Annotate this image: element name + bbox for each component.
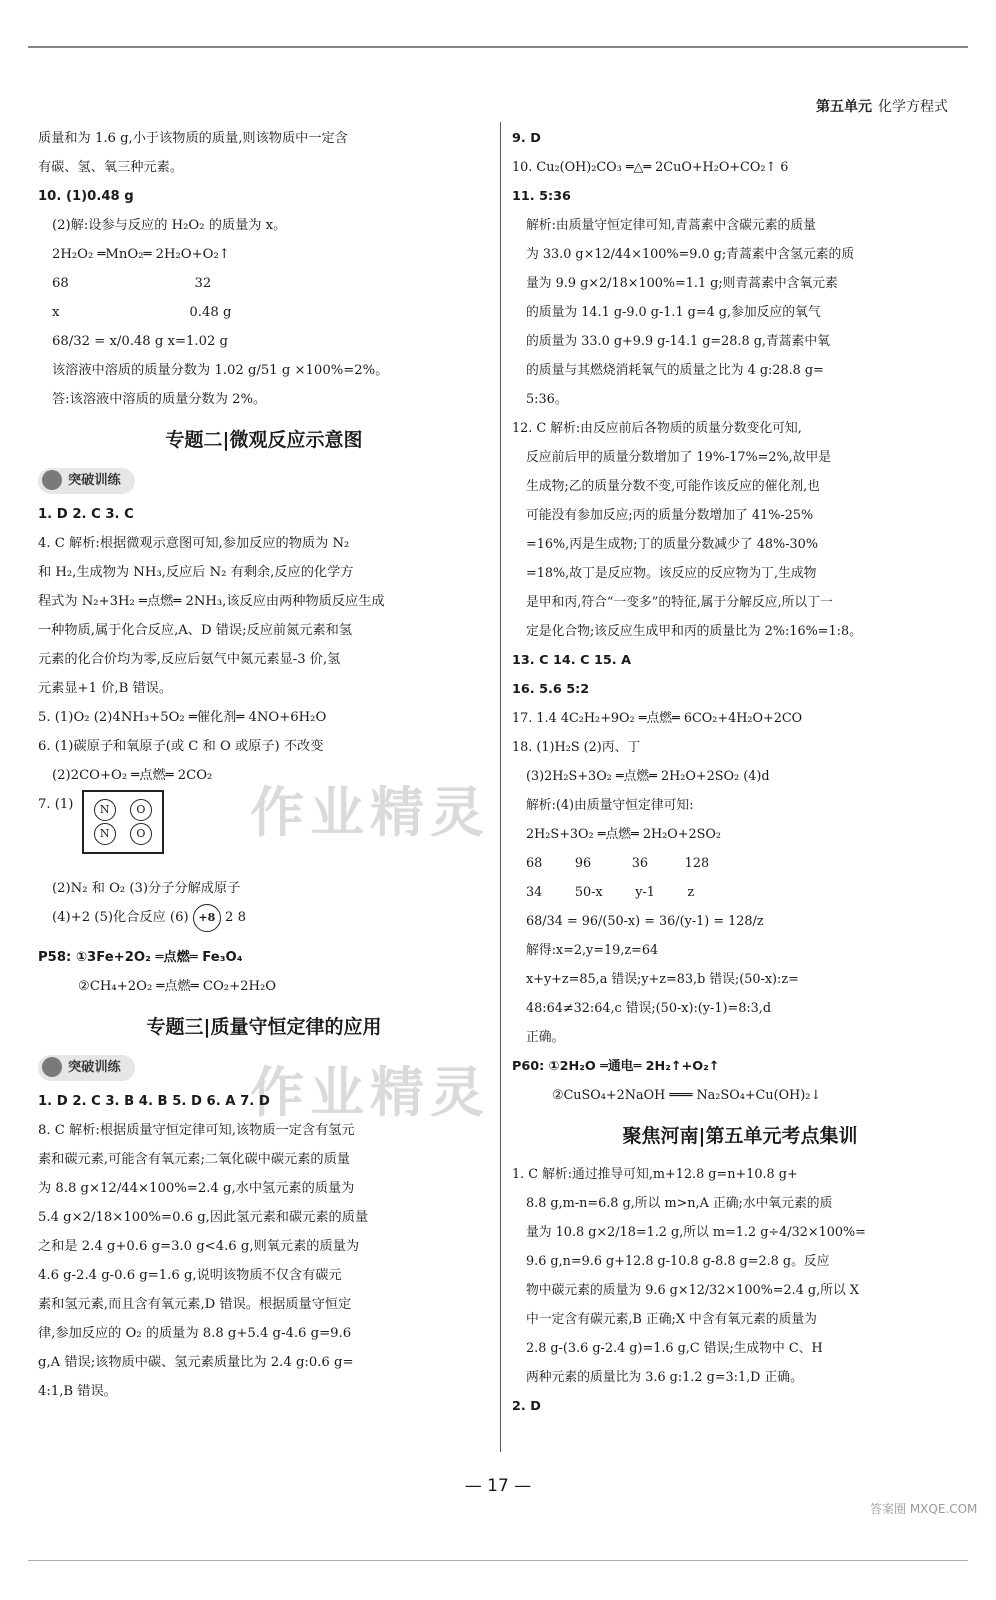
text-line: x 0.48 g — [52, 305, 232, 320]
header-rule — [28, 46, 968, 48]
text-line: 2.8 g-(3.6 g-2.4 g)=1.6 g,C 错误;生成物中 C、H — [526, 1341, 823, 1356]
atom-circle: N — [94, 799, 116, 821]
section-title-2: 专题二|微观反应示意图 — [165, 429, 363, 451]
p58-line: P58: ①3Fe+2O₂ ═点燃═ Fe₃O₄ — [38, 950, 243, 965]
atom-circle: N — [94, 823, 116, 845]
electron-shells: 2 8 — [225, 910, 247, 925]
unit-label: 第五单元 — [816, 99, 872, 115]
ratio-line: 68/32 = x/0.48 g x=1.02 g — [52, 334, 228, 349]
badge-label: 突破训练 — [68, 473, 121, 488]
text-line: 反应前后甲的质量分数增加了 19%-17%=2%,故甲是 — [526, 450, 832, 465]
text-line: 量为 9.9 g×2/18×100%=1.1 g;则青蒿素中含氧元素 — [526, 276, 838, 291]
text-line: 程式为 N₂+3H₂ ═点燃═ 2NH₃,该反应由两种物质反应生成 — [38, 594, 385, 609]
text-line: 两种元素的质量比为 3.6 g:1.2 g=3:1,D 正确。 — [526, 1370, 803, 1385]
text-line: 律,参加反应的 O₂ 的质量为 8.8 g+5.4 g-4.6 g=9.6 — [38, 1326, 352, 1341]
badge-icon — [42, 470, 62, 490]
section-title-henan: 聚焦河南|第五单元考点集训 — [622, 1125, 858, 1147]
text-line — [38, 903, 490, 943]
text-line: ②CuSO₄+2NaOH ═══ Na₂SO₄+Cu(OH)₂↓ — [552, 1088, 822, 1103]
text-line: 为 8.8 g×12/44×100%=2.4 g,水中氢元素的质量为 — [38, 1181, 355, 1196]
molecule-diagram — [82, 790, 164, 854]
footer-rule — [28, 1560, 968, 1561]
text-line: 18. (1)H₂S (2)丙、丁 — [512, 740, 641, 755]
text-line: 元素的化合价均为零,反应后氨气中氮元素显-3 价,氢 — [38, 652, 341, 667]
text-line: 素和碳元素,可能含有氧元素;二氧化碳中碳元素的质量 — [38, 1152, 350, 1167]
text-line: ②CH₄+2O₂ ═点燃═ CO₂+2H₂O — [78, 979, 277, 994]
text-line: =16%,丙是生成物;丁的质量分数减少了 48%-30% — [526, 537, 818, 552]
text-line: 的质量为 14.1 g-9.0 g-1.1 g=4 g,参加反应的氧气 — [526, 305, 821, 320]
text-line: 和 H₂,生成物为 NH₃,反应后 N₂ 有剩余,反应的化学方 — [38, 565, 354, 580]
text-line: 有碳、氢、氧三种元素。 — [38, 160, 184, 175]
text-line: (2)解:设参与反应的 H₂O₂ 的质量为 x。 — [52, 218, 287, 233]
badge-icon — [42, 1057, 62, 1077]
text-line: 质量和为 1.6 g,小于该物质的质量,则该物质中一定含 — [38, 131, 348, 146]
text-line: 8.8 g,m-n=6.8 g,所以 m>n,A 正确;水中氧元素的质 — [526, 1196, 833, 1211]
text-line: 解析:(4)由质量守恒定律可知: — [526, 798, 694, 813]
text-line: 5.4 g×2/18×100%=0.6 g,因此氢元素和碳元素的质量 — [38, 1210, 369, 1225]
page-number: — 17 — — [464, 1476, 532, 1496]
nucleus-circle: +8 — [193, 904, 221, 932]
item-7-label: 7. (1) — [38, 797, 74, 812]
text-line: 一种物质,属于化合反应,A、D 错误;反应前氮元素和氢 — [38, 623, 353, 638]
watermark-stamp-1: 作业精灵 — [250, 781, 490, 844]
equation: 2H₂S+3O₂ ═点燃═ 2H₂O+2SO₂ — [526, 827, 721, 842]
text-line: 5. (1)O₂ (2)4NH₃+5O₂ ═催化剂═ 4NO+6H₂O — [38, 710, 327, 725]
text-line — [38, 790, 490, 874]
section-title-3: 专题三|质量守恒定律的应用 — [146, 1016, 382, 1038]
atom-circle: O — [130, 799, 152, 821]
text-line: 为 33.0 g×12/44×100%=9.0 g;青蒿素中含氢元素的质 — [526, 247, 855, 262]
text-line: 物中碳元素的质量为 9.6 g×12/32×100%=2.4 g,所以 X — [526, 1283, 859, 1298]
equation: 2H₂O₂ ═MnO₂═ 2H₂O+O₂↑ — [52, 247, 230, 262]
item-4-6-label: (4)+2 (5)化合反应 (6) — [52, 910, 189, 925]
text-line: 17. 1.4 4C₂H₂+9O₂ ═点燃═ 6CO₂+4H₂O+2CO — [512, 711, 803, 726]
text-line: 5:36。 — [526, 392, 568, 407]
text-line: (3)2H₂S+3O₂ ═点燃═ 2H₂O+2SO₂ (4)d — [526, 769, 770, 784]
text-line: 4:1,B 错误。 — [38, 1384, 117, 1399]
answer-2: 2. D — [512, 1399, 541, 1414]
column-divider — [500, 122, 501, 1452]
site-watermark: 答案圈 MXQE.COM — [870, 1502, 978, 1516]
text-line: 生成物;乙的质量分数不变,可能作该反应的催化剂,也 — [526, 479, 820, 494]
text-line: 4.6 g-2.4 g-0.6 g=1.6 g,说明该物质不仅含有碳元 — [38, 1268, 342, 1283]
text-line: 10. Cu₂(OH)₂CO₃ ═△═ 2CuO+H₂O+CO₂↑ 6 — [512, 160, 789, 175]
text-line: 34 50-x y-1 z — [526, 885, 695, 900]
text-line: (2)N₂ 和 O₂ (3)分子分解成原子 — [52, 881, 241, 896]
p60-line: P60: ①2H₂O ═通电═ 2H₂↑+O₂↑ — [512, 1059, 720, 1074]
text-line: 9.6 g,n=9.6 g+12.8 g-10.8 g-8.8 g=2.8 g。反应 — [526, 1254, 830, 1269]
badge-label: 突破训练 — [68, 1060, 121, 1075]
text-line: 中一定含有碳元素,B 正确;X 中含有氧元素的质量为 — [526, 1312, 817, 1327]
text-line: 正确。 — [526, 1030, 565, 1045]
text-line: 12. C 解析:由反应前后各物质的质量分数变化可知, — [512, 421, 802, 436]
unit-topic: 化学方程式 — [878, 99, 948, 115]
text-line: 可能没有参加反应;丙的质量分数增加了 41%-25% — [526, 508, 814, 523]
text-line: 1. C 解析:通过推导可知,m+12.8 g=n+10.8 g+ — [512, 1167, 798, 1182]
watermark-stamp-2: 作业精灵 — [250, 1061, 490, 1124]
text-line: 解得:x=2,y=19,z=64 — [526, 943, 659, 958]
answer-16: 16. 5.6 5:2 — [512, 682, 590, 697]
running-head — [816, 96, 948, 116]
answer-row: 1. D 2. C 3. C — [38, 507, 134, 522]
text-line: 量为 10.8 g×2/18=1.2 g,所以 m=1.2 g÷4/32×100%= — [526, 1225, 866, 1240]
training-badge — [38, 1055, 135, 1081]
answer-row: 1. D 2. C 3. B 4. B 5. D 6. A 7. D — [38, 1094, 270, 1109]
text-line: 之和是 2.4 g+0.6 g=3.0 g<4.6 g,则氧元素的质量为 — [38, 1239, 360, 1254]
atom-circle: O — [130, 823, 152, 845]
text-line: g,A 错误;该物质中碳、氢元素质量比为 2.4 g:0.6 g= — [38, 1355, 354, 1370]
text-line: 解析:由质量守恒定律可知,青蒿素中含碳元素的质量 — [526, 218, 816, 233]
text-line: 该溶液中溶质的质量分数为 1.02 g/51 g ×100%=2%。 — [52, 363, 389, 378]
left-column — [38, 124, 490, 1406]
text-line: 的质量与其燃烧消耗氧气的质量之比为 4 g:28.8 g= — [526, 363, 824, 378]
text-line: 元素显+1 价,B 错误。 — [38, 681, 173, 696]
text-line: 48:64≠32:64,c 错误;(50-x):(y-1)=8:3,d — [526, 1001, 772, 1016]
answer-row: 13. C 14. C 15. A — [512, 653, 631, 668]
text-line: 4. C 解析:根据微观示意图可知,参加反应的物质为 N₂ — [38, 536, 350, 551]
training-badge — [38, 468, 135, 494]
text-line: x+y+z=85,a 错误;y+z=83,b 错误;(50-x):z= — [526, 972, 799, 987]
text-line: 68 96 36 128 — [526, 856, 710, 871]
text-line: 6. (1)碳原子和氧原子(或 C 和 O 或原子) 不改变 — [38, 739, 324, 754]
answer-11: 11. 5:36 — [512, 189, 571, 204]
answer-9: 9. D — [512, 131, 541, 146]
text-line: 是甲和丙,符合“一变多”的特征,属于分解反应,所以丁一 — [526, 595, 833, 610]
text-line: 定是化合物;该反应生成甲和丙的质量比为 2%:16%=1:8。 — [526, 624, 862, 639]
ratio-line: 68/34 = 96/(50-x) = 36/(y-1) = 128/z — [526, 914, 764, 929]
right-column — [512, 124, 968, 1421]
text-line: =18%,故丁是反应物。该反应的反应物为丁,生成物 — [526, 566, 817, 581]
answer-10: 10. (1)0.48 g — [38, 189, 134, 204]
text-line: 8. C 解析:根据质量守恒定律可知,该物质一定含有氢元 — [38, 1123, 355, 1138]
text-line: 68 32 — [52, 276, 212, 291]
text-line: 答:该溶液中溶质的质量分数为 2%。 — [52, 392, 267, 407]
text-line: 的质量为 33.0 g+9.9 g-14.1 g=28.8 g,青蒿素中氧 — [526, 334, 830, 349]
text-line: 素和氢元素,而且含有氧元素,D 错误。根据质量守恒定 — [38, 1297, 352, 1312]
text-line: (2)2CO+O₂ ═点燃═ 2CO₂ — [52, 768, 213, 783]
